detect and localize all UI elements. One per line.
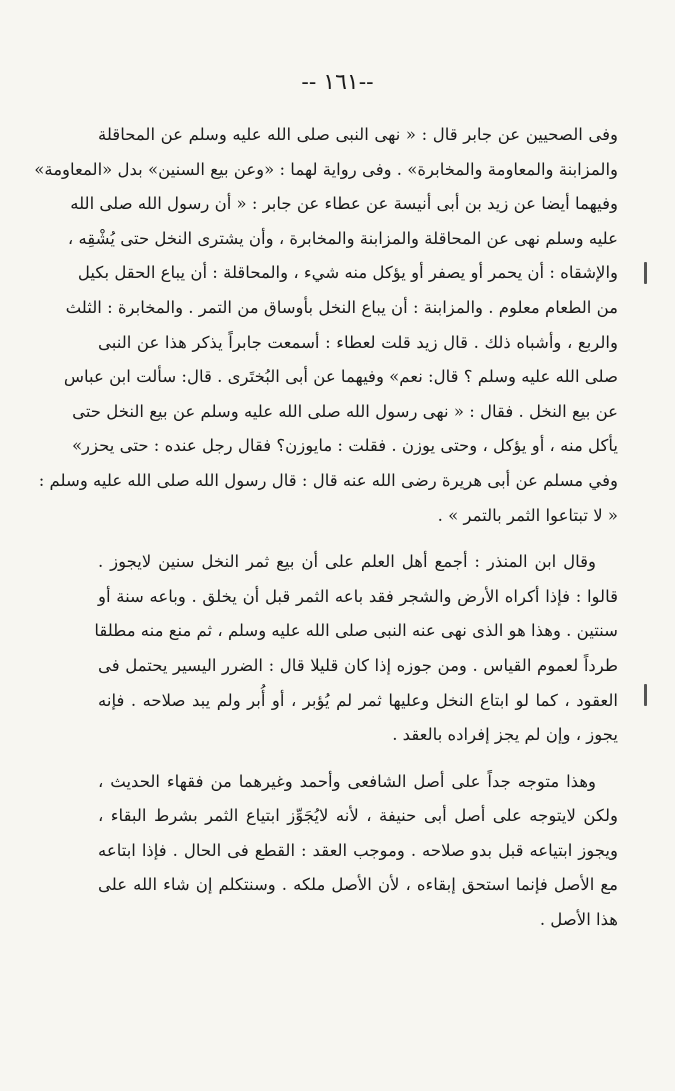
text-line: والإشقاه : أن يحمر أو يصفر أو يؤكل منه شيء ، والمحاقلة : أن يباع الحقل بكيل [77,263,618,283]
text-line: من الطعام معلوم . والمزابنة : أن يباع النخل بأوساق من التمر . والمخابرة : الثلث [65,297,618,317]
text-line: وفى الصحيين عن جابر قال : « نهى النبى صلى الله عليه وسلم عن المحاقلة [98,125,618,144]
margin-mark [644,684,647,706]
text-line: مع الأصل فإنما استحق إبقاءه ، لأن الأصل ملكه . وسنتكلم إن شاء الله على [98,875,618,895]
text-line: عليه وسلم نهى عن المحاقلة والمزابنة والمخابرة ، وأن يشترى النخل حتى يُشْقِه ، [67,228,618,248]
text-line: والمزابنة والمعاومة والمخابرة» . وفى رواية لهما : «وعن بيع السنين» بدل «المعاومة» [34,159,618,179]
page-number: -- ١٦١-- [301,70,374,95]
text-line: صلى الله عليه وسلم ؟ قال: نعم» وفيهما عن أبى البُختَرى . قال: سألت ابن عباس [63,367,618,387]
text-line: « لا تبتاعوا الثمر بالتمر » . [437,505,618,525]
text-line: وهذا متوجه جداً على أصل الشافعى وأحمد وغيرهما من فقهاء الحديث ، [98,771,596,791]
text-line: يجوز ، وإن لم يجز إفراده بالعقد . [392,725,618,745]
text-line: ويجوز ابتياعه قبل بدو صلاحه . وموجب العقد : القطع فى الحال . فإذا ابتاعه [98,840,618,860]
text-line: ولكن لايتوجه على أصل أبى حنيفة ، لأنه لايُجَوِّز ابتياع الثمر بشرط البقاء ، [98,806,618,826]
text-line: هذا الأصل . [539,910,618,930]
text-line: العقود ، كما لو ابتاع النخل وعليها ثمر لم يُؤبر ، أو أُبر ولم يبد صلاحه . فإنه [98,690,618,710]
paragraph-3 [98,765,618,938]
text-line: وقال ابن المنذر : أجمع أهل العلم على أن بيع ثمر النخل سنين لايجوز . [98,552,596,572]
text-line: طرداً لعموم القياس . ومن جوزه إذا كان قليلا قال : الضرر اليسير يحتمل فى [98,655,618,675]
text-line: قالوا : فإذا أكراه الأرض والشجر فقد باعه الثمر قبل أن يخلق . وباعه سنة أو [98,586,618,606]
text-line: وفيهما أيضا عن زيد بن أبى أنيسة عن عطاء عن جابر : « أن رسول الله صلى الله [70,194,618,214]
text-line: وفي مسلم عن أبى هريرة رضى الله عنه قال : قال رسول الله صلى الله عليه وسلم : [38,470,618,490]
text-line: والربع ، وأشباه ذلك . قال زيد قلت لعطاء : أسمعت جابراً يذكر هذا عن النبى [98,332,618,352]
text-line: سنتين . وهذا هو الذى نهى عنه النبى صلى الله عليه وسلم ، ثم منع منه مطلقا [94,621,618,641]
paragraph-gap [98,533,618,545]
text-line: يأكل منه ، أو يؤكل ، وحتى يوزن . فقلت : مايوزن؟ فقال رجل عنده : حتى يحزر» [71,436,618,456]
main-text [34,118,618,938]
text-line: عن بيع النخل . فقال : « نهى رسول الله صلى الله عليه وسلم عن بيع النخل حتى [72,401,618,421]
paragraph-2 [94,545,618,753]
paragraph-1 [34,118,618,533]
paragraph-gap [98,753,618,765]
margin-mark [644,262,647,284]
